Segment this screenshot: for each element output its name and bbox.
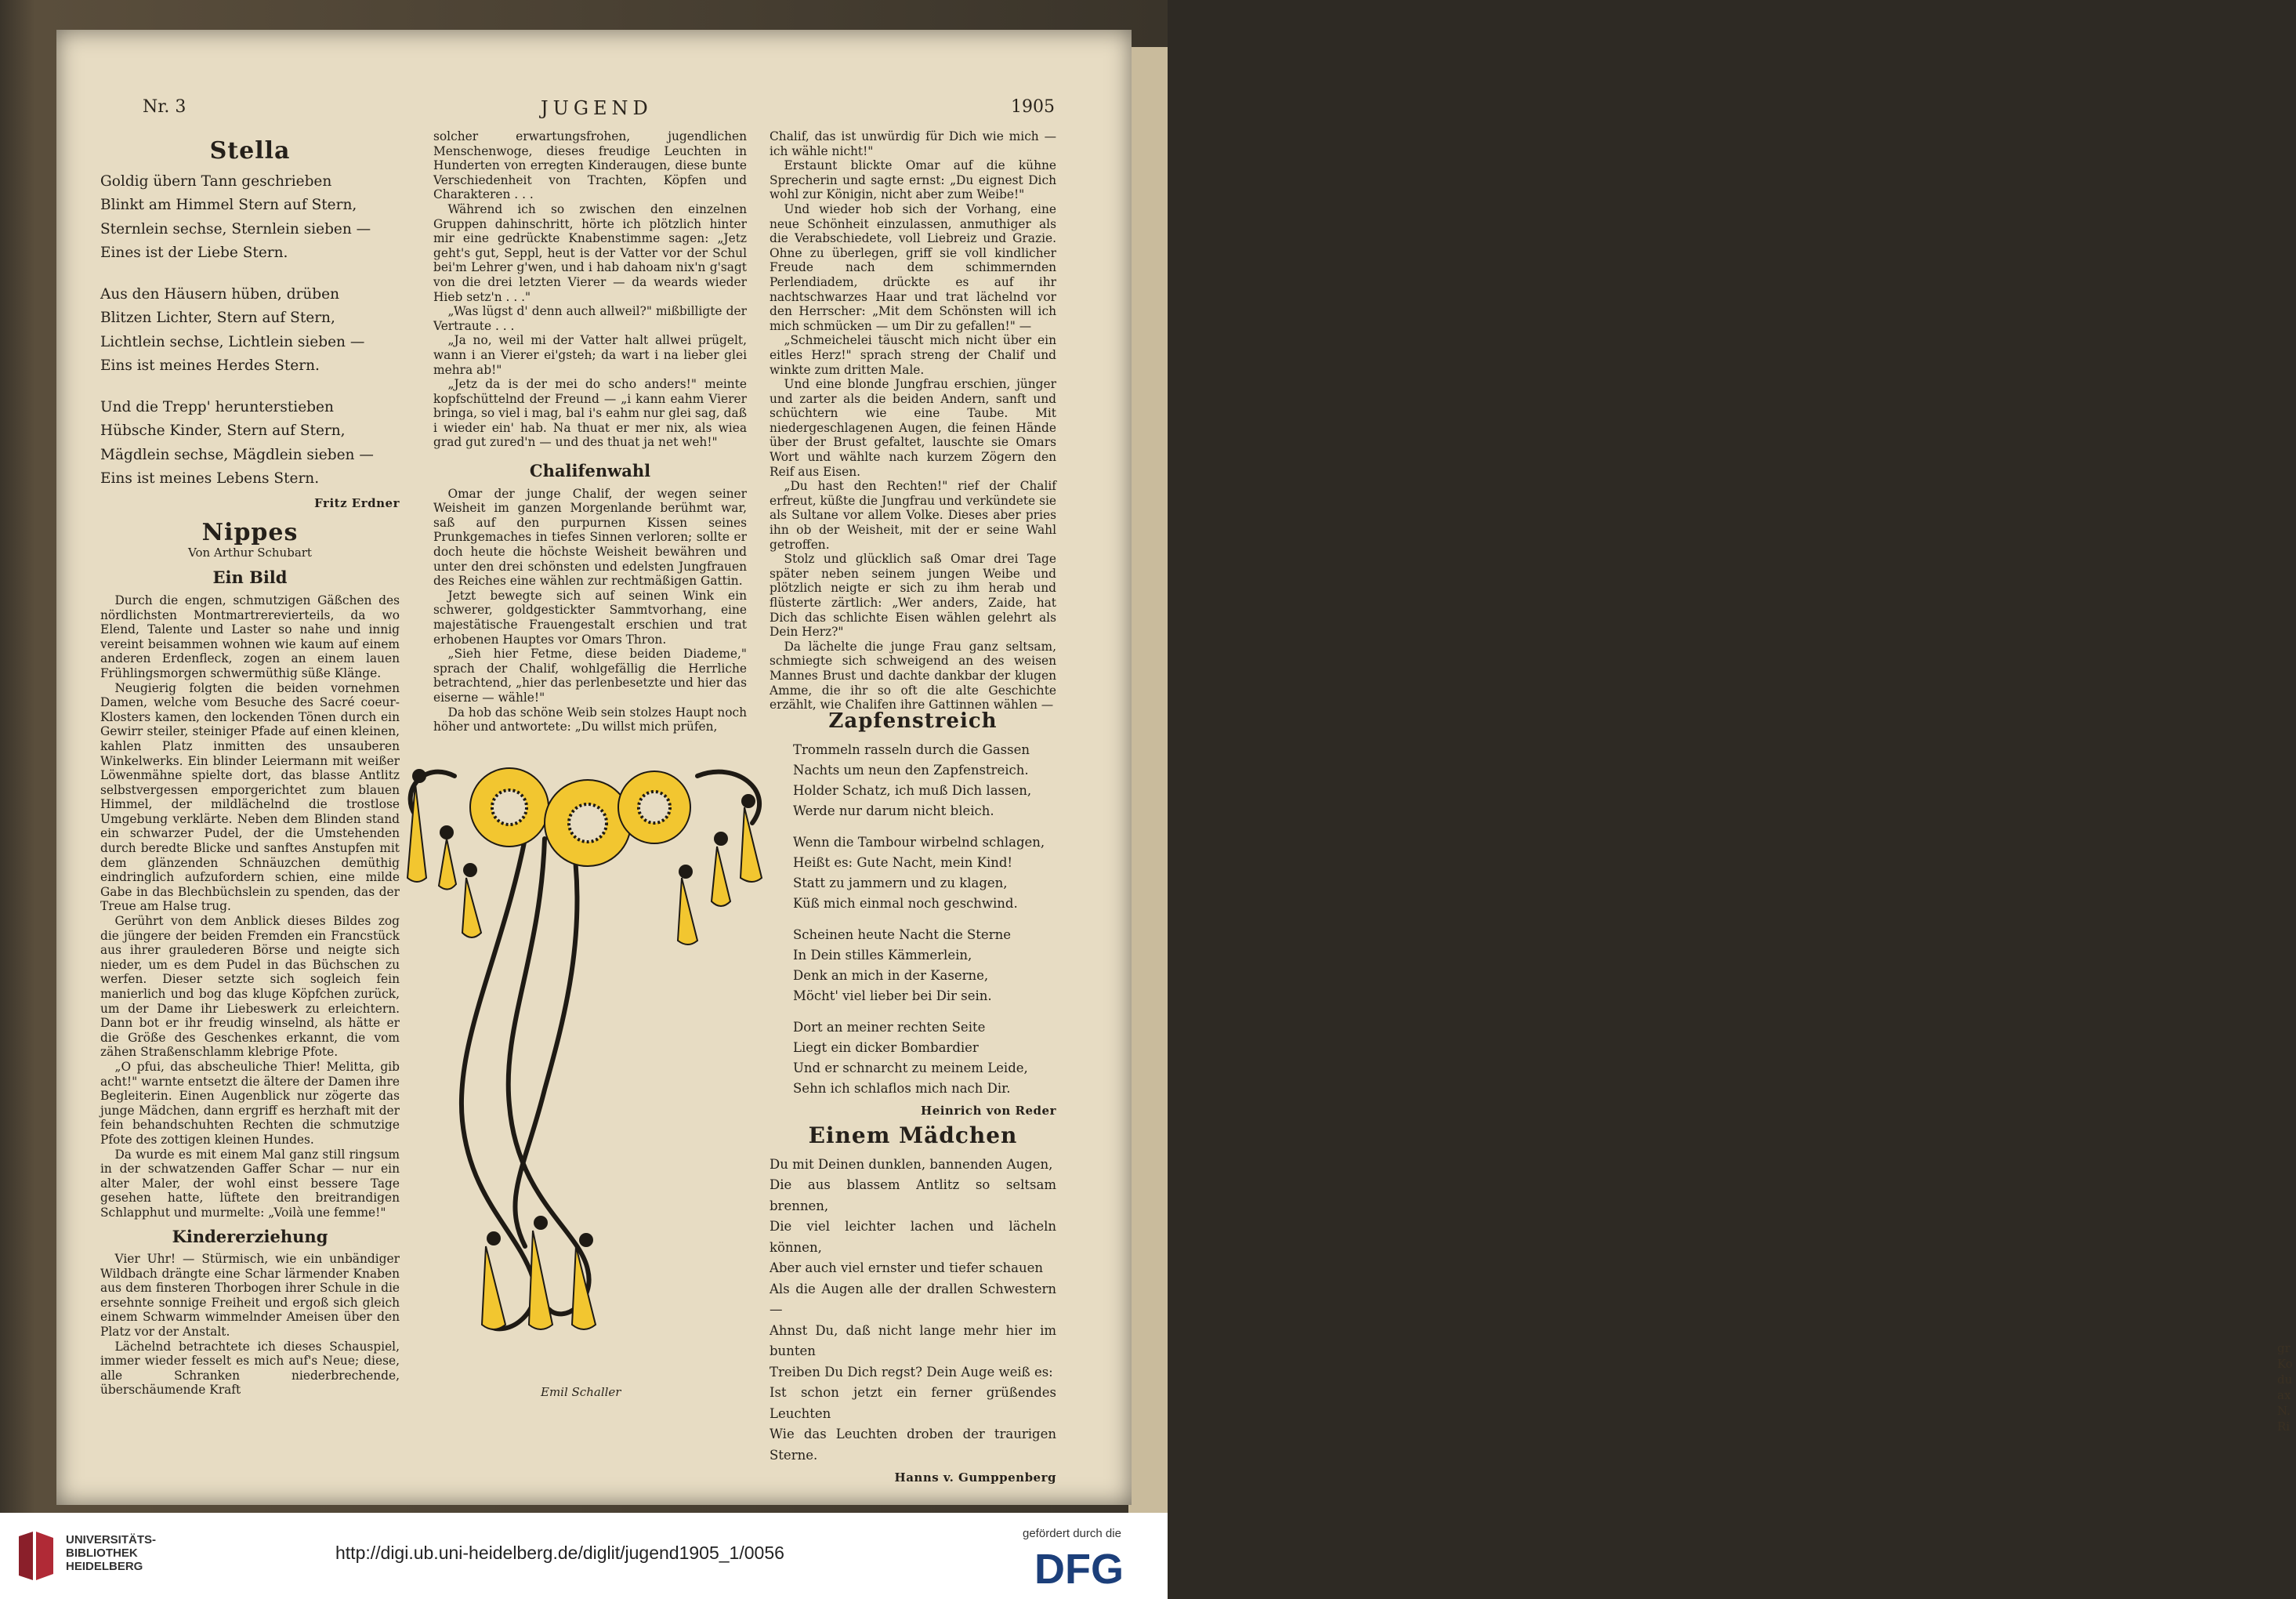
stanza [100,283,400,379]
paragraph: „Jetz da is der mei do scho anders!" meinte kopfschüttelnd der Freund — „i kann eahm Vierer bringa, so viel i mag, bal i's eahm nur glei sag, daß i wieder ein' hab. Na thuat er mer nix, als wiea grad gut zured'n — und des thuat ja net weh!" [433,377,747,450]
zapfenstreich-poem [770,740,1056,1099]
nippes-sub1-title: Ein Bild [212,567,288,588]
footer-bar [0,1513,1168,1599]
verse-line: Scheinen heute Nacht die Sterne [793,926,1011,942]
verse-line: Nachts um neun den Zapfenstreich. [793,762,1029,778]
stanza [793,925,1056,1006]
verse-line: Dort an meiner rechten Seite [793,1019,986,1035]
art-nouveau-illustration [407,760,776,1356]
paragraph: solcher erwartungsfrohen, jugendlichen Menschenwoge, dieses freudige Leuchten in Hunderten von erregten Kinderaugen, diese bunte Verschiedenheit von Trachten, Köpfen und Charakteren . . . [433,129,747,202]
verse-line: Aus den Häusern hüben, drüben [100,285,339,303]
verse-line: Trommeln rasseln durch die Gassen [793,741,1030,757]
zapfenstreich-title: Zapfenstreich [828,709,998,733]
verse-line: Küß mich einmal noch geschwind. [793,895,1018,911]
chalifenwahl-title: Chalifenwahl [529,461,651,481]
paragraph: Jetzt bewegte sich auf seinen Wink ein schwerer, goldgestickter Sammtvorhang, eine majestätische Frauengestalt erschien und trat erhobenen Hauptes vor Omars Thron. [433,588,747,647]
edge-fragment: ax [2277,1388,2291,1402]
maedchen-author: Hanns v. Gumppenberg [894,1470,1056,1485]
stanza [793,740,1056,821]
verse-line: Blinkt am Himmel Stern auf Stern, [100,197,357,214]
sunflowers [470,768,690,866]
paragraph: Neugierig folgten die beiden vornehmen Damen, welche vom Besuche des Sacré coeur-Klosters kamen, den lockenden Tönen durch ein Gewirr steiler, steiniger Pfade auf einen kleinen, kahlen Platz inmitten des unsauberen Winkelwerks. Ein blinder Leiermann mit weißer Löwenmähne spielte dort, das blasse Antlitz selbstvergessen emporgerichtet zum blauen Himmel, der mildlächelnd die trostlose Umgebung verklärte. Neben dem Blinden stand ein schwarzer Pudel, der die Umstehenden durch beredte Blicke und sanftes Anstupfen mit dem glänzenden Schnäuzchen demüthig eindringlich aufzufordern schien, eine milde Gabe in das Blechbüchslein zu spenden, das der Treue am Halse trug. [100,680,400,914]
paragraph: „Du hast den Rechten!" rief der Chalif erfreut, küßte die Jungfrau und verkündete sie als Sultane vor allem Volke. Dieses aber pries ihn ob der Weisheit, mit der er seine Wahl getroffen. [770,479,1056,552]
paragraph: Durch die engen, schmutzigen Gäßchen des nördlichsten Montmartrerevierteils, da wo Elend, Talente und Laster so nahe und innig vereint beisammen wohnen wie kaum auf einem anderen Erdenfleck, zogen an einem lauen Frühlingsmorgen schwermüthig süße Klänge. [100,593,400,680]
column-left [100,137,400,1398]
verse-line: Als die Augen alle der drallen Schwestern — [770,1281,1056,1318]
zapfenstreich-author: Heinrich von Reder [921,1103,1056,1118]
illustration-caption: Emil Schaller [541,1385,621,1399]
issue-number: Nr. 3 [143,97,187,117]
paragraph: Gerührt von dem Anblick dieses Bildes zog die jüngere der beiden Fremden ein Francstück aus ihrer graulederen Börse und neigte sich nieder, um es dem Pudel in das Büchschen zu werfen. Dieser setzte sich sogleich fein manierlich und bog das kluge Köpfchen zurück, um der Dame ihr Liebeswerk zu erleichtern. Dann bot er ihr freudig winselnd, als hätte er die Größe des Geschenkes erkannt, die vom zähen Straßenschlamm klebrige Pfote. [100,914,400,1060]
edge-fragment: N. [2277,1404,2291,1418]
stella-title: Stella [209,137,291,165]
maedchen-poem [770,1155,1056,1467]
paragraph: Chalif, das ist unwürdig für Dich wie mich — ich wähle nicht!" [770,129,1056,158]
stanza [100,170,400,266]
paragraph: Omar der junge Chalif, der wegen seiner Weisheit im ganzen Morgenlande berühmt war, saß auf den purpurnen Kissen seines Prunkgemaches in tiefes Sinnen verloren; sollte er doch heute die höchste Weisheit bewähren und unter den drei schönsten und edelsten Jungfrauen des Reiches eine wählen zur rechtmäßigen Gattin. [433,486,747,589]
paragraph: Da hob das schöne Weib sein stolzes Haupt noch höher und antwortete: „Du willst mich prüfen, [433,705,747,734]
nippes-sub2-title: Kindererziehung [172,1226,328,1246]
edge-fragment: Ri [2277,1420,2291,1434]
verse-line: Ist schon jetzt ein ferner grüßendes Leuchten [770,1385,1056,1421]
paragraph: Und eine blonde Jungfrau erschien, jünger und zarter als die beiden Andern, sanft und schüchtern wie eine Taube. Mit niedergeschlagenen Augen, die feinen Hände über der Brust gefaltet, lauschte sie Omars Wort und wählte nach kurzem Zögern den Reif aus Eisen. [770,377,1056,479]
dfg-logo-text: DFG [1034,1546,1124,1593]
paragraph: „Sieh hier Fetme, diese beiden Diademe," sprach der Chalif, wohlgefällig die Herrliche betrachtend, „hier das perlenbesetzte und hier das eiserne — wähle!" [433,647,747,705]
verse-line: Sternlein sechse, Sternlein sieben — [100,220,371,237]
verse-line: Goldig übern Tann geschrieben [100,172,332,190]
nippes-byline: Von Arthur Schubart [188,545,312,560]
verse-line: Eins ist meines Lebens Stern. [100,470,320,488]
paragraph: „Schmeichelei täuscht mich nicht über ein eitles Herz!" sprach streng der Chalif und winkte zum dritten Male. [770,333,1056,377]
verse-line: Mägdlein sechse, Mägdlein sieben — [100,446,374,463]
verse-line: Die viel leichter lachen und lächeln können, [770,1219,1056,1255]
stella-author: Fritz Erdner [314,495,400,510]
edge-text-fragments [2277,1340,2296,1434]
verse-line: Eines ist der Liebe Stern. [100,245,288,262]
poems-right [770,709,1056,1490]
university-logo-icon [16,1528,56,1583]
stanza [793,832,1056,914]
verse-line: Denk an mich in der Kaserne, [793,967,989,983]
verse-line: Aber auch viel ernster und tiefer schauen [770,1260,1044,1276]
paragraph: „Was lügst d' denn auch allweil?" mißbilligte der Vertraute . . . [433,304,747,333]
nippes-title: Nippes [201,519,299,547]
magazine-title: JUGEND [541,97,653,119]
paragraph: Stolz und glücklich saß Omar drei Tage später neben seinem jungen Weibe und plötzlich neigte er sich zu ihm herab und flüsterte zärtlich: „Wer anders, Zaide, hat Dich das schlichte Eisen wählen gelehrt als Dein Herz?" [770,552,1056,640]
verse-line: Liegt ein dicker Bombardier [793,1039,979,1055]
paragraph: Erstaunt blickte Omar auf die kühne Sprecherin und sagte ernst: „Du eignest Dich wohl zur Königin, nicht aber zum Weibe!" [770,158,1056,202]
stanza [100,396,400,491]
edge-fragment: du [2277,1372,2293,1387]
verse-line: In Dein stilles Kämmerlein, [793,947,972,963]
verse-line: Statt zu jammern und zu klagen, [793,875,1008,890]
verse-line: Blitzen Lichter, Stern auf Stern, [100,310,335,327]
verse-line: Und die Trepp' herunterstieben [100,398,334,415]
university-name-line: HEIDELBERG [66,1560,143,1573]
stanza [770,1155,1056,1467]
paragraph: Während ich so zwischen den einzelnen Gruppen dahinschritt, hörte ich plötzlich hinter mir eine gedrückte Knabenstimme sagen: „Jetz geht's gut, Seppl, heut is der Vatter vor der Schul bei'm Lehrer g'wen, und i hab dahoam nix'n g'sagt von die drei letzten Vierer — da weards wieder Hieb setz'n . . ." [433,201,747,304]
verse-line: Ahnst Du, daß nicht lange mehr hier im bunten [770,1322,1056,1359]
paragraph: „Ja no, weil mi der Vatter halt allwei prügelt, wann i an Vierer ei'gsteh; da wart i na lieber glei mehra ab!" [433,333,747,377]
verse-line: Holder Schatz, ich muß Dich lassen, [793,782,1032,798]
stanza [793,1017,1056,1099]
funder-label: gefördert durch die [1023,1527,1121,1540]
year: 1905 [1011,97,1055,117]
paragraph: Und wieder hob sich der Vorhang, eine neue Schönheit einzulassen, anmuthiger als die Verabschiedete, voll Liebreiz und Grazie. Ohne zu überlegen, griff sie voll kindlicher Freude nach dem schimmernden Perlendiadem, drückte es auf ihr nachtschwarzes Haar und trat lächelnd vor den Herrscher: „Mit dem Schönsten will ich mich schmücken — um Dir zu gefallen!" — [770,201,1056,333]
verse-line: Und er schnarcht zu meinem Leide, [793,1060,1028,1075]
next-page-edge [1128,47,2293,1513]
edge-fragment: gr [2277,1341,2291,1355]
verse-line: Lichtlein sechse, Lichtlein sieben — [100,333,365,350]
paragraph: Lächelnd betrachtete ich dieses Schauspiel, immer wieder fesselt es mich auf's Neue; diese, alle Schranken niederbrechende, überschäumende Kraft [100,1339,400,1398]
paragraph: „O pfui, das abscheuliche Thier! Melitta, gib acht!" warnte entsetzt die ältere der Damen ihre Begleiterin. Einen Augenblick nur zögerte das junge Mädchen, dann ergriff es herzhaft mit der fein behandschuhten Rechten die schmutzige Pfote des zottigen kleinen Hundes. [100,1059,400,1147]
verse-line: Heißt es: Gute Nacht, mein Kind! [793,854,1013,870]
maedchen-title: Einem Mädchen [808,1122,1018,1149]
verse-line: Wie das Leuchten droben der traurigen Sterne. [770,1427,1056,1463]
university-name-line: BIBLIOTHEK [66,1546,138,1560]
verse-line: Die aus blassem Antlitz so seltsam brennen, [770,1177,1056,1213]
verse-line: Wenn die Tambour wirbelnd schlagen, [793,834,1045,850]
paragraph: Da lächelte die junge Frau ganz seltsam, schmiegte sich schweigend an des weisen Mannes Brust und dachte dankbar der klugen Amme, die ihr so oft die alte Geschichte erzählt, wie Chalifen ihre Gattinnen wählen — [770,639,1056,712]
university-name-line: UNIVERSITÄTS- [66,1533,157,1546]
verse-line: Du mit Deinen dunklen, bannenden Augen, [770,1156,1053,1172]
university-name [66,1533,156,1573]
verse-line: Sehn ich schlaflos mich nach Dir. [793,1080,1011,1096]
verse-line: Treiben Du Dich regst? Dein Auge weiß es: [770,1364,1053,1380]
dfg-logo [1033,1546,1150,1593]
paragraph: Vier Uhr! — Stürmisch, wie ein unbändiger Wildbach drängte eine Schar lärmender Knaben aus dem finsteren Thorbogen ihrer Schule in die ersehnte sonnige Freiheit und ergoß sich gleich einem Schwarm wimmelnder Ameisen über den Platz vor der Anstalt. [100,1252,400,1340]
paragraph: Da wurde es mit einem Mal ganz still ringsum in der schwatzenden Gaffer Schar — nur ein alter Maler, der wohl einst bessere Tage gesehen hatte, lüftete den breitrandigen Schlapphut und murmelte: „Voilà une femme!" [100,1147,400,1220]
verse-line: Möcht' viel lieber bei Dir sein. [793,988,992,1003]
verse-line: Werde nur darum nicht bleich. [793,803,994,818]
column-middle [433,129,747,734]
verse-line: Hübsche Kinder, Stern auf Stern, [100,422,346,440]
stella-poem [100,170,400,491]
column-right [770,129,1056,712]
verse-line: Eins ist meines Herdes Stern. [100,357,320,375]
permalink-url[interactable]: http://digi.ub.uni-heidelberg.de/diglit/jugend1905_1/0056 [335,1543,784,1563]
edge-fragment: Ko [2277,1357,2293,1371]
